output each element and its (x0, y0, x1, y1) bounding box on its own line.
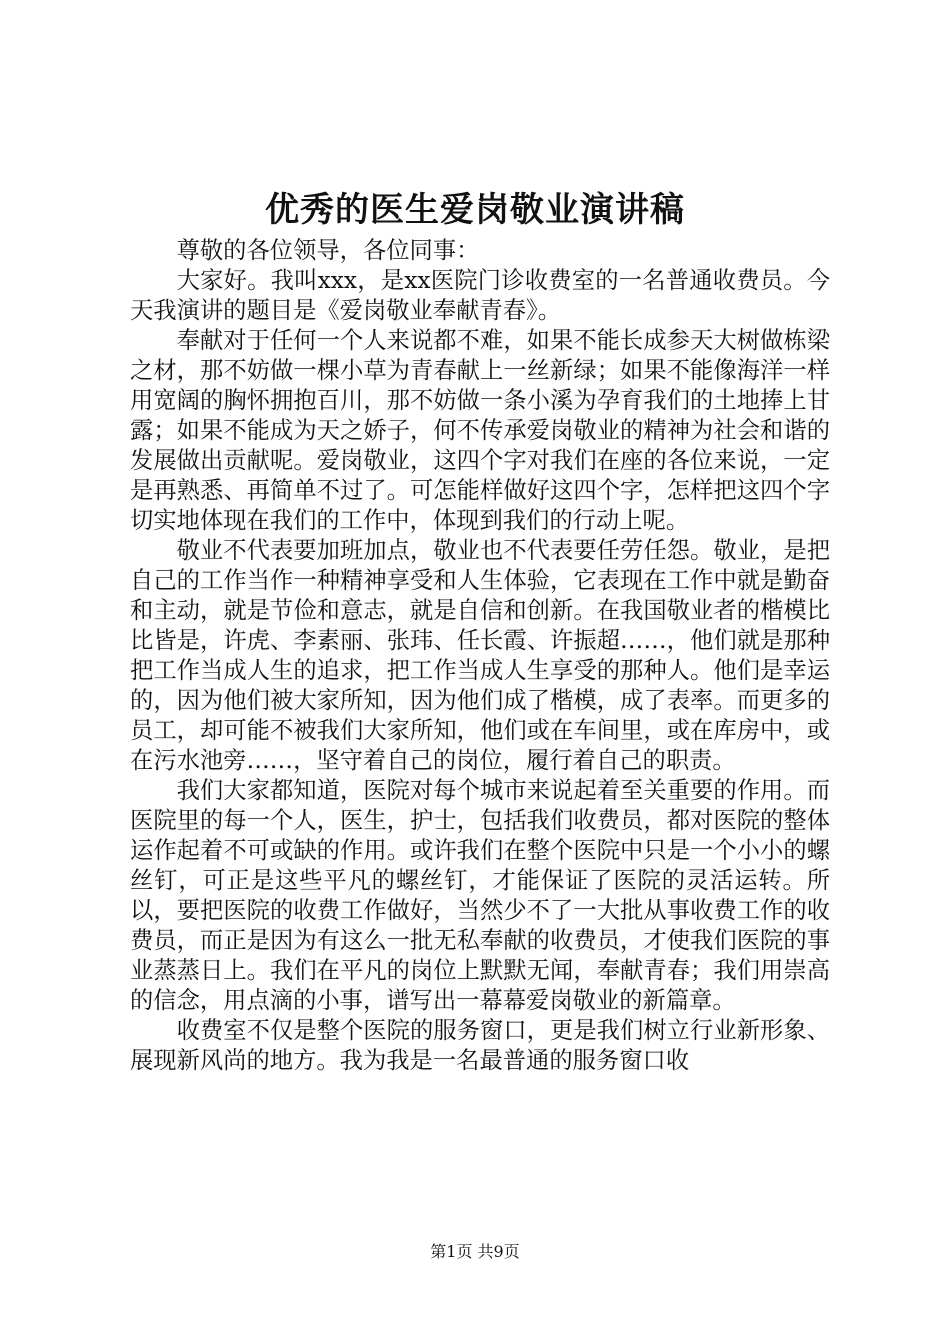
page-number-footer: 第1页 共9页 (430, 1242, 520, 1261)
paragraph-dedication: 奉献对于任何一个人来说都不难，如果不能长成参天大树做栋梁之材，那不妨做一棵小草为青春献上一丝新绿；如果不能像海洋一样用宽阔的胸怀拥抱百川，那不妨做一条小溪为孕育我们的土地捧上甘露；如果不能成为天之娇子，何不传承爱岗敬业的精神为社会和谐的发展做出贡献呢。爱岗敬业，这四个字对我们在座的各位来说，一定是再熟悉、再简单不过了。可怎能样做好这四个字，怎样把这四个字切实地体现在我们的工作中，体现到我们的行动上呢。 (130, 327, 830, 534)
page-title: 优秀的医生爱岗敬业演讲稿 (265, 190, 685, 230)
paragraph-salutation: 尊敬的各位领导，各位同事： (176, 237, 480, 264)
paragraph-dedication-meaning: 敬业不代表要加班加点，敬业也不代表要任劳任怨。敬业，是把自己的工作当作一种精神享受和人生体验，它表现在工作中就是勤奋和主动，就是节俭和意志，就是自信和创新。在我国敬业者的楷模比比皆是，许虎、李素丽、张玮、任长霞、许振超……，他们就是那种把工作当成人生的追求，把工作当成人生享受的那种人。他们是幸运的，因为他们被大家所知，因为他们成了楷模，成了表率。而更多的员工，却可能不被我们大家所知，他们或在车间里，或在库房中，或在污水池旁……，坚守着自己的岗位，履行着自己的职责。 (130, 537, 830, 774)
paragraph-hospital-role: 我们大家都知道，医院对每个城市来说起着至关重要的作用。而医院里的每一个人，医生，护士，包括我们收费员，都对医院的整体运作起着不可或缺的作用。或许我们在整个医院中只是一个小小的螺丝钉，可正是这些平凡的螺丝钉，才能保证了医院的灵活运转。所以，要把医院的收费工作做好，当然少不了一大批从事收费工作的收费员，而正是因为有这么一批无私奉献的收费员，才使我们医院的事业蒸蒸日上。我们在平凡的岗位上默默无闻，奉献青春；我们用崇高的信念，用点滴的小事，谱写出一幕幕爱岗敬业的新篇章。 (130, 777, 830, 1014)
paragraph-introduction: 大家好。我叫xxx，是xx医院门诊收费室的一名普通收费员。今天我演讲的题目是《爱岗敬业奉献青春》。 (130, 267, 830, 324)
paragraph-service-window: 收费室不仅是整个医院的服务窗口，更是我们树立行业新形象、展现新风尚的地方。我为我是一名最普通的服务窗口收 (130, 1017, 830, 1074)
document-body (130, 236, 830, 1076)
